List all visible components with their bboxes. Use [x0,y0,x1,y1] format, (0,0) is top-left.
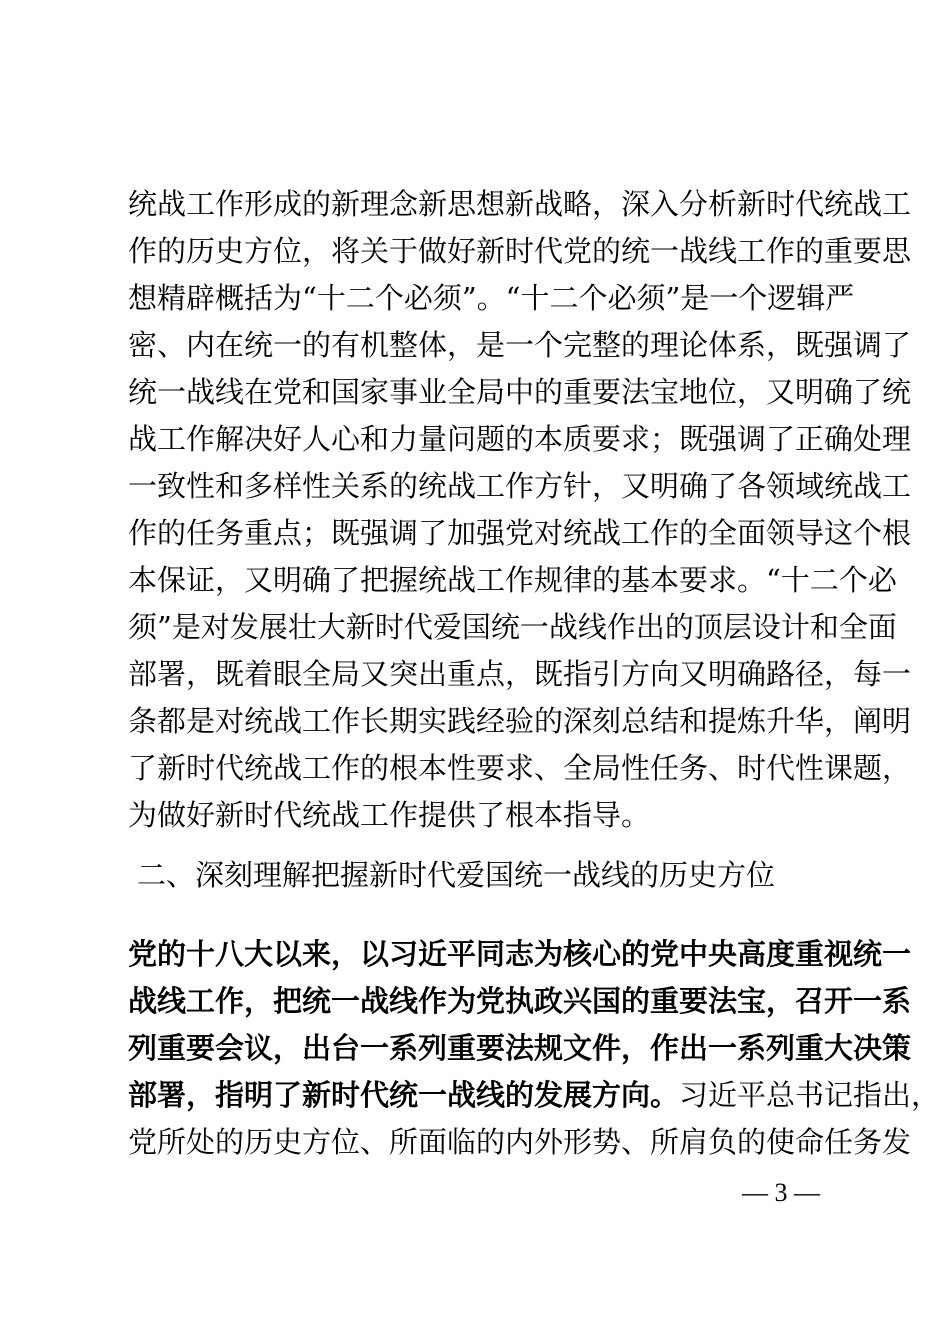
paragraph-line: 战工作解决好人心和力量问题的本质要求；既强调了正确处理 [128,422,912,456]
paragraph-line: 部署，既着眼全局又突出重点，既指引方向又明确路径，每一 [128,657,912,691]
paragraph-line: 作的历史方位，将关于做好新时代党的统一战线工作的重要思 [128,234,912,268]
paragraph-line: 战线工作，把统一战线作为党执政兴国的重要法宝，召开一系 [128,984,912,1018]
paragraph-line: 党的十八大以来，以习近平同志为核心的党中央高度重视统一 [128,937,912,971]
paragraph-line: 一致性和多样性关系的统战工作方针，又明确了各领域统战工 [128,469,912,503]
paragraph-line-mixed [128,1075,941,1115]
paragraph-line: 统一战线在党和国家事业全局中的重要法宝地位，又明确了统 [128,375,912,409]
paragraph-line: 条都是对统战工作长期实践经验的深刻总结和提炼升华，阐明 [128,704,912,738]
paragraph-line: 了新时代统战工作的根本性要求、全局性任务、时代性课题， [128,751,912,785]
paragraph-line: 密、内在统一的有机整体，是一个完整的理论体系，既强调了 [128,328,912,362]
paragraph-line: 想精辟概括为“十二个必须”。“十二个必须”是一个逻辑严 [128,281,855,315]
paragraph-line: 本保证，又明确了把握统战工作规律的基本要求。“十二个必 [128,563,897,597]
page-number: — 3 — [742,1178,820,1207]
paragraph-line: 列重要会议，出台一系列重要法规文件，作出一系列重大决策 [128,1031,912,1065]
paragraph-line: 为做好新时代统战工作提供了根本指导。 [128,798,651,832]
bold-text: 部署，指明了新时代统一战线的发展方向。 [128,1078,680,1112]
regular-text: 习近平总书记指出， [679,1078,941,1112]
section-heading: 二、深刻理解把握新时代爱国统一战线的历史方位 [137,858,776,892]
paragraph-line: 统战工作形成的新理念新思想新战略，深入分析新时代统战工 [128,187,912,221]
paragraph-line: 作的任务重点；既强调了加强党对统战工作的全面领导这个根 [128,516,912,550]
paragraph-line: 党所处的历史方位、所面临的内外形势、所肩负的使命任务发 [128,1125,912,1159]
paragraph-line: 须”是对发展壮大新时代爱国统一战线作出的顶层设计和全面 [128,610,897,644]
